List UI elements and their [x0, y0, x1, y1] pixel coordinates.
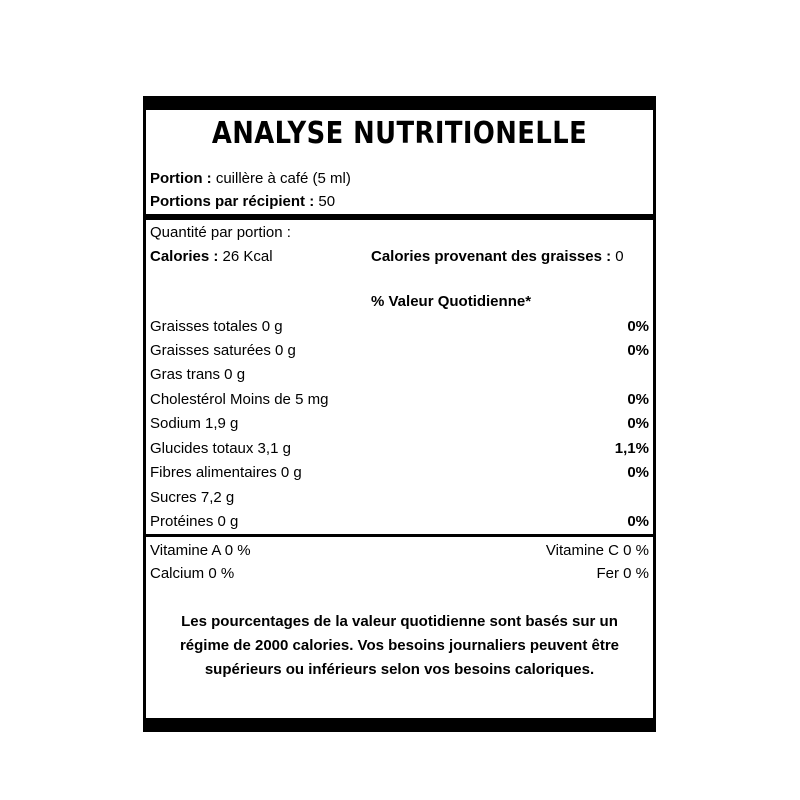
- nutrient-row: [150, 513, 649, 533]
- nutrient-daily-value: 0%: [627, 415, 649, 432]
- nutrient-name: Fibres alimentaires 0 g: [150, 464, 302, 481]
- thick-divider: [146, 214, 653, 220]
- vitamin-left: Calcium 0 %: [150, 565, 235, 582]
- vitamin-row: [150, 565, 649, 585]
- serving-size-line: [150, 170, 351, 187]
- nutrient-name: Protéines 0 g: [150, 513, 239, 530]
- nutrient-row: [150, 318, 649, 338]
- nutrient-row: [150, 415, 649, 435]
- servings-per-container-value: 50: [318, 193, 336, 210]
- nutrient-name: Gras trans 0 g: [150, 366, 246, 383]
- calories-from-fat-line: [371, 248, 624, 265]
- nutrient-name: Graisses totales 0 g: [150, 318, 283, 335]
- nutrient-row: [150, 342, 649, 362]
- nutrient-row: [150, 391, 649, 411]
- calories-line: [150, 248, 273, 265]
- nutrient-daily-value: 0%: [627, 342, 649, 359]
- nutrient-name: Glucides totaux 3,1 g: [150, 440, 291, 457]
- amount-per-serving: Quantité par portion :: [150, 224, 291, 241]
- nutrient-name: Cholestérol Moins de 5 mg: [150, 391, 329, 408]
- divider: [146, 534, 653, 537]
- nutrient-row: [150, 440, 649, 460]
- nutrient-daily-value: 1,1%: [614, 440, 649, 457]
- vitamin-right: Vitamine C 0 %: [545, 542, 649, 559]
- nutrient-row: [150, 366, 649, 386]
- nutrient-daily-value: 0%: [627, 391, 649, 408]
- serving-size-value: cuillère à café (5 ml): [215, 170, 351, 187]
- nutrient-daily-value: 0%: [627, 318, 649, 335]
- vitamin-right: Fer 0 %: [596, 565, 649, 582]
- nutrient-daily-value: 0%: [627, 513, 649, 530]
- nutrient-name: Sodium 1,9 g: [150, 415, 239, 432]
- nutrition-label: [143, 96, 656, 732]
- nutrient-name: Graisses saturées 0 g: [150, 342, 296, 359]
- calories-value: 26 Kcal: [222, 248, 273, 265]
- footnote: Les pourcentages de la valeur quotidienne sont basés sur un régime de 2000 calories. Vos besoins journaliers peuvent être supérieurs ou inférieurs selon vos besoins caloriques.: [179, 613, 620, 678]
- label-title: ANALYSE NUTRITIONELLE: [211, 116, 588, 151]
- nutrient-daily-value: 0%: [627, 464, 649, 481]
- daily-value-header: % Valeur Quotidienne*: [371, 293, 532, 310]
- nutrient-row: [150, 489, 649, 509]
- vitamin-row: [150, 542, 649, 562]
- nutrient-row: [150, 464, 649, 484]
- vitamin-left: Vitamine A 0 %: [150, 542, 251, 559]
- nutrient-name: Sucres 7,2 g: [150, 489, 235, 506]
- servings-per-container-label: Portions par récipient :: [150, 193, 315, 210]
- calories-from-fat-label: Calories provenant des graisses :: [371, 248, 612, 265]
- calories-label: Calories :: [150, 248, 219, 265]
- calories-from-fat-value: 0: [615, 248, 624, 265]
- servings-per-container-line: [150, 193, 335, 210]
- serving-size-label: Portion :: [150, 170, 212, 187]
